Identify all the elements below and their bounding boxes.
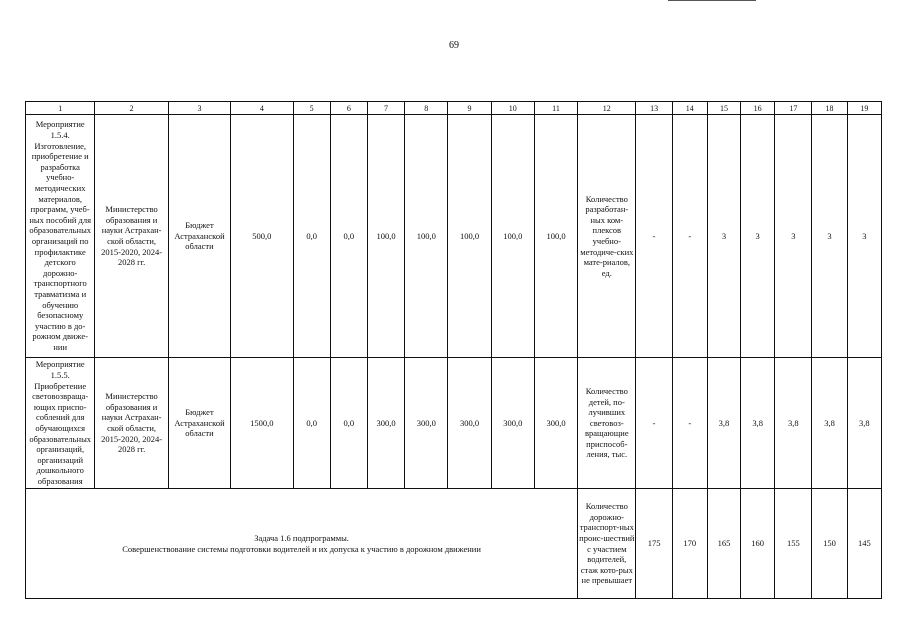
- value-cell: 300,0: [367, 358, 404, 489]
- value-cell: 3: [775, 115, 812, 358]
- value-cell: 3: [847, 115, 881, 358]
- value-cell: 100,0: [534, 115, 577, 358]
- event-cell: Мероприятие 1.5.4. Изготовление, приобретение и разработка учебно-методических материалов, программ, учеб-ных пособий для образовательных организаций по профилактике детского дорожно-транспортного травматизма и обучению безопасному участию в до-рожном движе-нии: [26, 115, 95, 358]
- value-cell: 155: [775, 489, 812, 599]
- event-cell: Мероприятие 1.5.5. Приобретение световозвраща-ющих приспо-соблений для обучающихся образовательных организаций, организаций дошкольного образования: [26, 358, 95, 489]
- value-cell: 3,8: [707, 358, 740, 489]
- column-header: 18: [812, 102, 847, 115]
- header-row: [26, 102, 882, 115]
- scan-artifact-line: [668, 0, 756, 1]
- value-cell: 3: [741, 115, 775, 358]
- source-cell: Бюджет Астраханской области: [168, 115, 230, 358]
- column-header: 11: [534, 102, 577, 115]
- value-cell: 300,0: [405, 358, 448, 489]
- column-header: 4: [231, 102, 293, 115]
- column-header: 17: [775, 102, 812, 115]
- value-cell: 170: [672, 489, 707, 599]
- value-cell: 3,8: [812, 358, 847, 489]
- value-cell: 500,0: [231, 115, 293, 358]
- value-cell: 300,0: [491, 358, 534, 489]
- value-cell: 3,8: [775, 358, 812, 489]
- column-header: 13: [636, 102, 672, 115]
- value-cell: 145: [847, 489, 881, 599]
- column-header: 6: [330, 102, 367, 115]
- column-header: 1: [26, 102, 95, 115]
- column-header: 7: [367, 102, 404, 115]
- table-row: [26, 115, 882, 358]
- value-cell: 100,0: [448, 115, 491, 358]
- executor-cell: Министерство образования и науки Астрахан-ской области, 2015-2020, 2024-2028 гг.: [95, 358, 168, 489]
- value-cell: 165: [707, 489, 740, 599]
- value-cell: 0,0: [330, 115, 367, 358]
- value-cell: 300,0: [448, 358, 491, 489]
- value-cell: 0,0: [330, 358, 367, 489]
- value-cell: 175: [636, 489, 672, 599]
- value-cell: 3: [707, 115, 740, 358]
- indicator-cell: Количество детей, по-лучивших световоз-вращающие приспособ-ления, тыс.: [578, 358, 636, 489]
- indicator-cell: Количество разработан-ных ком-плексов учебно-методиче-ских мате-риалов, ед.: [578, 115, 636, 358]
- value-cell: 100,0: [491, 115, 534, 358]
- value-cell: 0,0: [293, 115, 330, 358]
- table-row: [26, 358, 882, 489]
- program-table: [25, 101, 882, 599]
- executor-cell: Министерство образования и науки Астрахан-ской области, 2015-2020, 2024-2028 гг.: [95, 115, 168, 358]
- column-header: 14: [672, 102, 707, 115]
- value-cell: 100,0: [405, 115, 448, 358]
- value-cell: 0,0: [293, 358, 330, 489]
- column-header: 19: [847, 102, 881, 115]
- value-cell: 3,8: [741, 358, 775, 489]
- value-cell: 100,0: [367, 115, 404, 358]
- column-header: 5: [293, 102, 330, 115]
- column-header: 15: [707, 102, 740, 115]
- column-header: 8: [405, 102, 448, 115]
- indicator-cell: Количество дорожно-транспорт-ных проис-шествий с участием водителей, стаж кото-рых не превышает: [578, 489, 636, 599]
- column-header: 10: [491, 102, 534, 115]
- value-cell: -: [636, 115, 672, 358]
- source-cell: Бюджет Астраханской области: [168, 358, 230, 489]
- task-cell: [26, 489, 578, 599]
- value-cell: 300,0: [534, 358, 577, 489]
- value-cell: 150: [812, 489, 847, 599]
- column-header: 2: [95, 102, 168, 115]
- value-cell: -: [672, 115, 707, 358]
- column-header: 3: [168, 102, 230, 115]
- task-row: [26, 489, 882, 599]
- value-cell: -: [636, 358, 672, 489]
- column-header: 16: [741, 102, 775, 115]
- task-title: Задача 1.6 подпрограммы.: [254, 532, 349, 543]
- page-number: 69: [449, 40, 459, 51]
- value-cell: 1500,0: [231, 358, 293, 489]
- value-cell: 3: [812, 115, 847, 358]
- value-cell: 160: [741, 489, 775, 599]
- value-cell: 3,8: [847, 358, 881, 489]
- column-header: 9: [448, 102, 491, 115]
- column-header: 12: [578, 102, 636, 115]
- task-text: Совершенствование системы подготовки водителей и их допуска к участию в дорожном движении: [122, 543, 481, 554]
- value-cell: -: [672, 358, 707, 489]
